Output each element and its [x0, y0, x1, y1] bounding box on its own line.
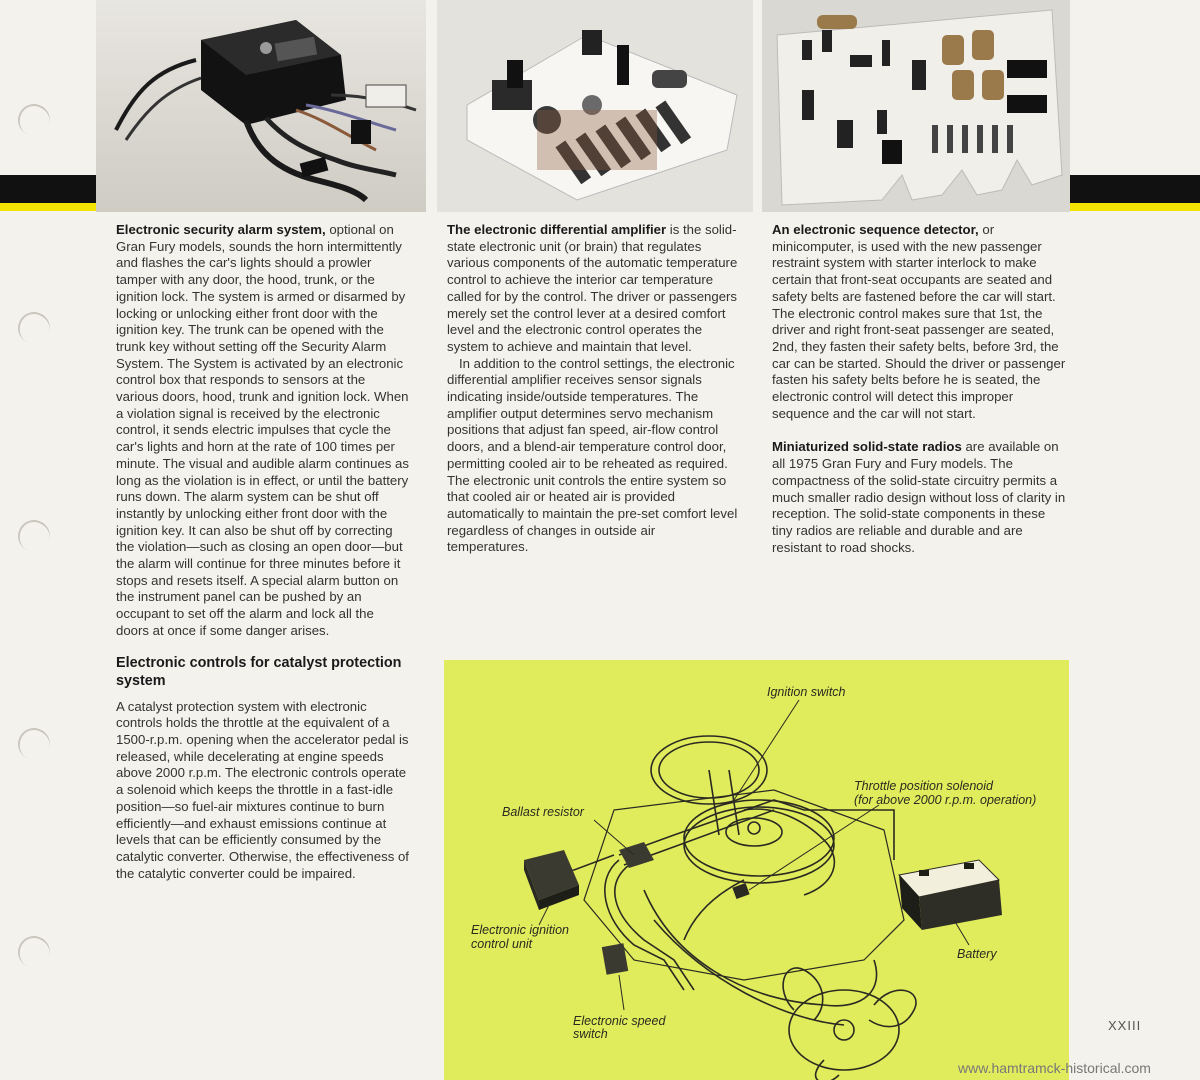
- label-throttle-solenoid-1: Throttle position solenoid: [854, 779, 993, 793]
- amp-paragraph-2: In addition to the control settings, the electronic differential amplifier receives sensor signals indicating inside/outside temperatures. The amplifier output determines servo mechanism positions that adjust fan speed, air-flow control doors, and a blend-air temperature control door, permitting cooled air to be reheated as required. The electronic unit controls the entire system so that cooled air or heated air is provided automatically to maintain the pre-set comfort level regardless of changes in outside air temperatures.: [447, 355, 738, 555]
- seq-heading: An electronic sequence detector,: [772, 222, 979, 237]
- catalyst-text: A catalyst protection system with electronic controls holds the throttle at the equivalent of a 1500-r.p.m. opening when the accelerator pedal is released, while decelerating at engine speeds above 2000 r.p.m. The electronic controls operate a solenoid which keeps the throttle in a fast-idle position—so fuel-air mixtures continue to burn efficiently—and exhaust emissions continue at levels that can be efficiently consumed by the catalytic converter. Otherwise, the effectiveness of the catalytic converter could be impaired.: [116, 698, 409, 881]
- decorative-band-left-yellow: [0, 203, 96, 211]
- seq-paragraph: [772, 222, 1068, 422]
- decorative-band-right-yellow: [1070, 203, 1200, 211]
- radio-paragraph: [772, 439, 1068, 556]
- photo-alarm-control-box: [96, 0, 426, 212]
- binder-hole: [13, 723, 54, 764]
- amp-heading: The electronic differential amplifier: [447, 222, 667, 237]
- label-eic-unit-1: Electronic ignition: [471, 923, 569, 937]
- label-ignition-switch: Ignition switch: [767, 685, 846, 699]
- binder-hole: [13, 931, 54, 972]
- column-differential-amplifier: [447, 222, 740, 556]
- photo-differential-amplifier: [437, 0, 753, 212]
- alarm-text: optional on Gran Fury models, sounds the horn intermittently and flashes the car's lights should a prowler tamper with any door, the hood, trunk, or the ignition lock. The system is armed or disarmed by locking or unlocking either front door with the ignition key. The trunk can be opened with the trunk key without setting off the Security Alarm System. The System is activated by an electronic control box that responds to sensors at the various doors, hood, trunk and ignition lock. When a violation signal is received by the electronic control, it sends electric impulses that cycle the car's lights and horn at the rate of 100 times per minute. The visual and audible alarm continues as long as the violation is in effect, or until the battery runs down. The alarm system can be shut off instantly by unlocking either front door with the ignition key. It can also be shut off by correcting the violation—such as closing an open door—but the alarm will continue for three minutes before it stops and resets itself. A special alarm button on the instrument panel can be pushed by an occupant to set off the alarm and lock all the doors at once if some danger arises.: [116, 222, 409, 638]
- seq-text: or minicomputer, is used with the new passenger restraint system with starter interlock to make certain that front-seat occupants are seated and safety belts are fastened before the car will start. The electronic control makes sure that 1st, the driver and right front-seat passenger are seated, 2nd, they fasten their safety belts, before 3rd, the car can be started. Should the driver or passenger fasten his safety belts before he is seated, the electronic control will detect this improper sequence and the car will not start.: [772, 222, 1066, 421]
- binder-hole: [13, 307, 54, 348]
- radio-text: are available on all 1975 Gran Fury and Fury models. The compactness of the solid-state circuitry permits a much smaller radio design without loss of clarity in reception. The solid-state components in these tiny radios are reliable and durable and are resistant to road shocks.: [772, 439, 1066, 555]
- watermark: www.hamtramck-historical.com: [958, 1060, 1151, 1076]
- electronic-ignition-diagram: [444, 660, 1069, 1080]
- radio-heading: Miniaturized solid-state radios: [772, 439, 962, 455]
- alarm-paragraph: [116, 222, 410, 640]
- label-battery: Battery: [957, 947, 997, 961]
- alarm-heading: Electronic security alarm system,: [116, 222, 326, 237]
- amp-paragraph-1: [447, 222, 740, 356]
- label-eic-unit-2: control unit: [471, 937, 533, 951]
- page-number: XXIII: [1108, 1018, 1142, 1033]
- column-alarm-catalyst: [116, 222, 410, 882]
- binder-hole: [13, 515, 54, 556]
- decorative-band-left: [0, 175, 96, 203]
- binder-hole: [13, 99, 54, 140]
- column-sequence-radio: [772, 222, 1068, 556]
- label-speed-switch-2: switch: [573, 1027, 608, 1041]
- decorative-band-right: [1070, 175, 1200, 203]
- label-speed-switch-1: Electronic speed: [573, 1014, 666, 1028]
- amp-text-1: is the solid-state electronic unit (or brain) that regulates various components of the automatic temperature control to achieve the interior car temperature called for by the control. The driver or passengers merely set the control lever at a desired comfort level and the electronic control operates the system to achieve and maintain that level.: [447, 222, 738, 354]
- photo-sequence-detector-board: [762, 0, 1070, 212]
- label-ballast-resistor: Ballast resistor: [502, 805, 584, 819]
- label-throttle-solenoid-2: (for above 2000 r.p.m. operation): [854, 793, 1037, 807]
- catalyst-heading: Electronic controls for catalyst protection system: [116, 654, 402, 689]
